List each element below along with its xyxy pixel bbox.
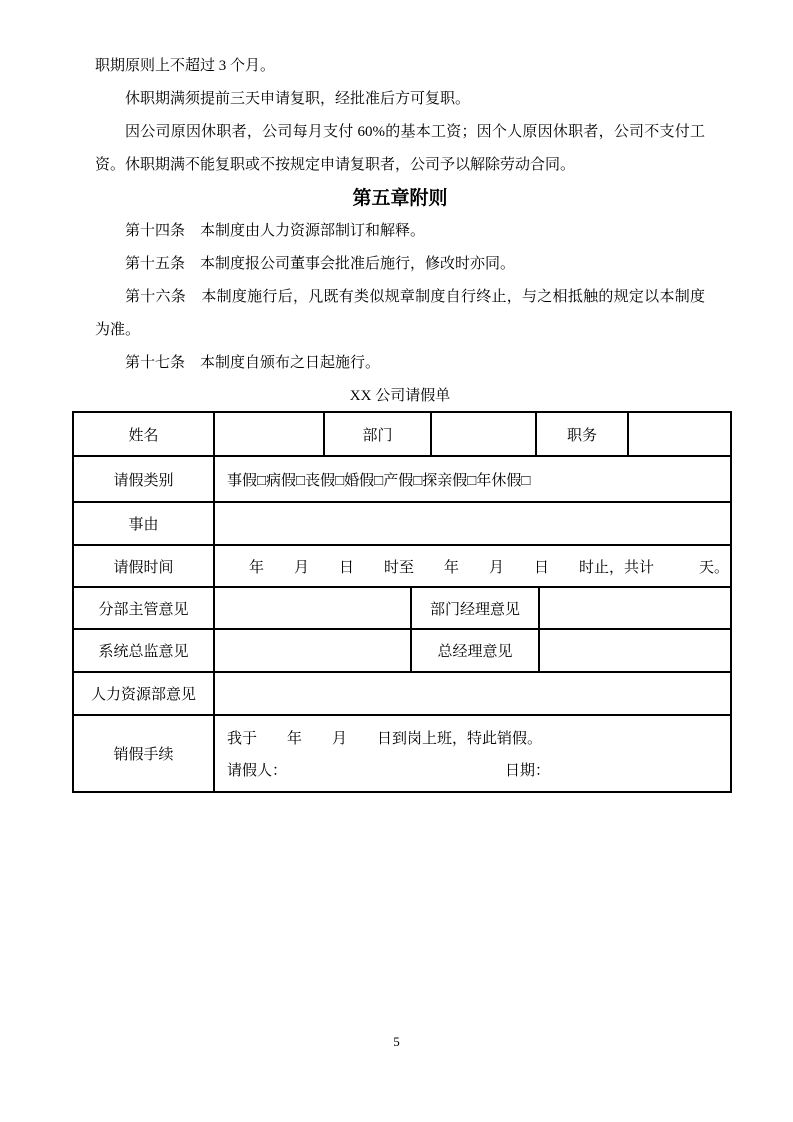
article-14: 第十四条 本制度由人力资源部制订和解释。 [125, 223, 426, 239]
table-row-reason [74, 503, 730, 546]
resume-content-cell [215, 716, 730, 791]
article-15: 第十五条 本制度报公司董事会批准后施行，修改时亦同。 [125, 256, 516, 272]
leave-type-options-cell: 事假□病假□丧假□婚假□产假□探亲假□年休假□ [227, 472, 531, 489]
applicant-label: 请假人： [227, 762, 288, 779]
table-row-identity [74, 413, 730, 457]
department-value-cell [432, 413, 537, 455]
name-label-cell: 姓名 [74, 413, 215, 455]
dept-manager-label-cell: 部门经理意见 [412, 588, 540, 628]
position-label-cell: 职务 [537, 413, 629, 455]
table-row-supervisor-opinion [74, 588, 730, 630]
branch-supervisor-label-cell: 分部主管意见 [74, 588, 215, 628]
table-row-resume-procedure [74, 716, 730, 791]
paragraph-suspension-limit: 职期原则上不超过 3 个月。 [95, 58, 276, 74]
hr-value-cell [215, 673, 730, 714]
table-row-hr-opinion [74, 673, 730, 716]
paragraph-suspension-pay: 因公司原因休职者，公司每月支付 60%的基本工资；因个人原因休职者，公司不支付工资。休职期满不能复职或不按规定申请复职者，公司予以解除劳动合同。 [95, 124, 705, 173]
position-value-cell [629, 413, 730, 455]
leave-time-label-cell: 请假时间 [74, 546, 215, 586]
article-17: 第十七条 本制度自颁布之日起施行。 [125, 355, 381, 371]
body-text [95, 50, 705, 413]
reason-value-cell [215, 503, 730, 544]
table-row-leave-type [74, 457, 730, 503]
branch-supervisor-value-cell [215, 588, 412, 628]
reason-label-cell: 事由 [74, 503, 215, 544]
table-row-director-opinion [74, 630, 730, 673]
dept-manager-value-cell [540, 588, 730, 628]
system-director-label-cell: 系统总监意见 [74, 630, 215, 671]
general-manager-value-cell [540, 630, 730, 671]
general-manager-label-cell: 总经理意见 [412, 630, 540, 671]
department-label-cell: 部门 [325, 413, 432, 455]
hr-label-cell: 人力资源部意见 [74, 673, 215, 714]
name-value-cell [215, 413, 325, 455]
date-label: 日期： [505, 762, 551, 779]
page-number: 5 [393, 1034, 400, 1049]
leave-time-value-cell: 年 月 日 时至 年 月 日 时止，共计 天。 [249, 559, 730, 576]
article-16: 第十六条 本制度施行后，凡既有类似规章制度自行终止，与之相抵触的规定以本制度为准。 [95, 289, 705, 338]
resume-statement-line: 我于 年 月 日到岗上班，特此销假。 [227, 731, 543, 748]
paragraph-resume-application: 休职期满须提前三天申请复职，经批准后方可复职。 [125, 91, 471, 107]
table-row-leave-time [74, 546, 730, 588]
chapter-heading: 第五章附则 [352, 188, 448, 209]
leave-form-table [72, 411, 732, 793]
resume-signature-line [227, 759, 730, 780]
form-title: XX 公司请假单 [349, 388, 451, 404]
resume-label-cell: 销假手续 [74, 716, 215, 791]
leave-type-label-cell: 请假类别 [74, 457, 215, 501]
system-director-value-cell [215, 630, 412, 671]
